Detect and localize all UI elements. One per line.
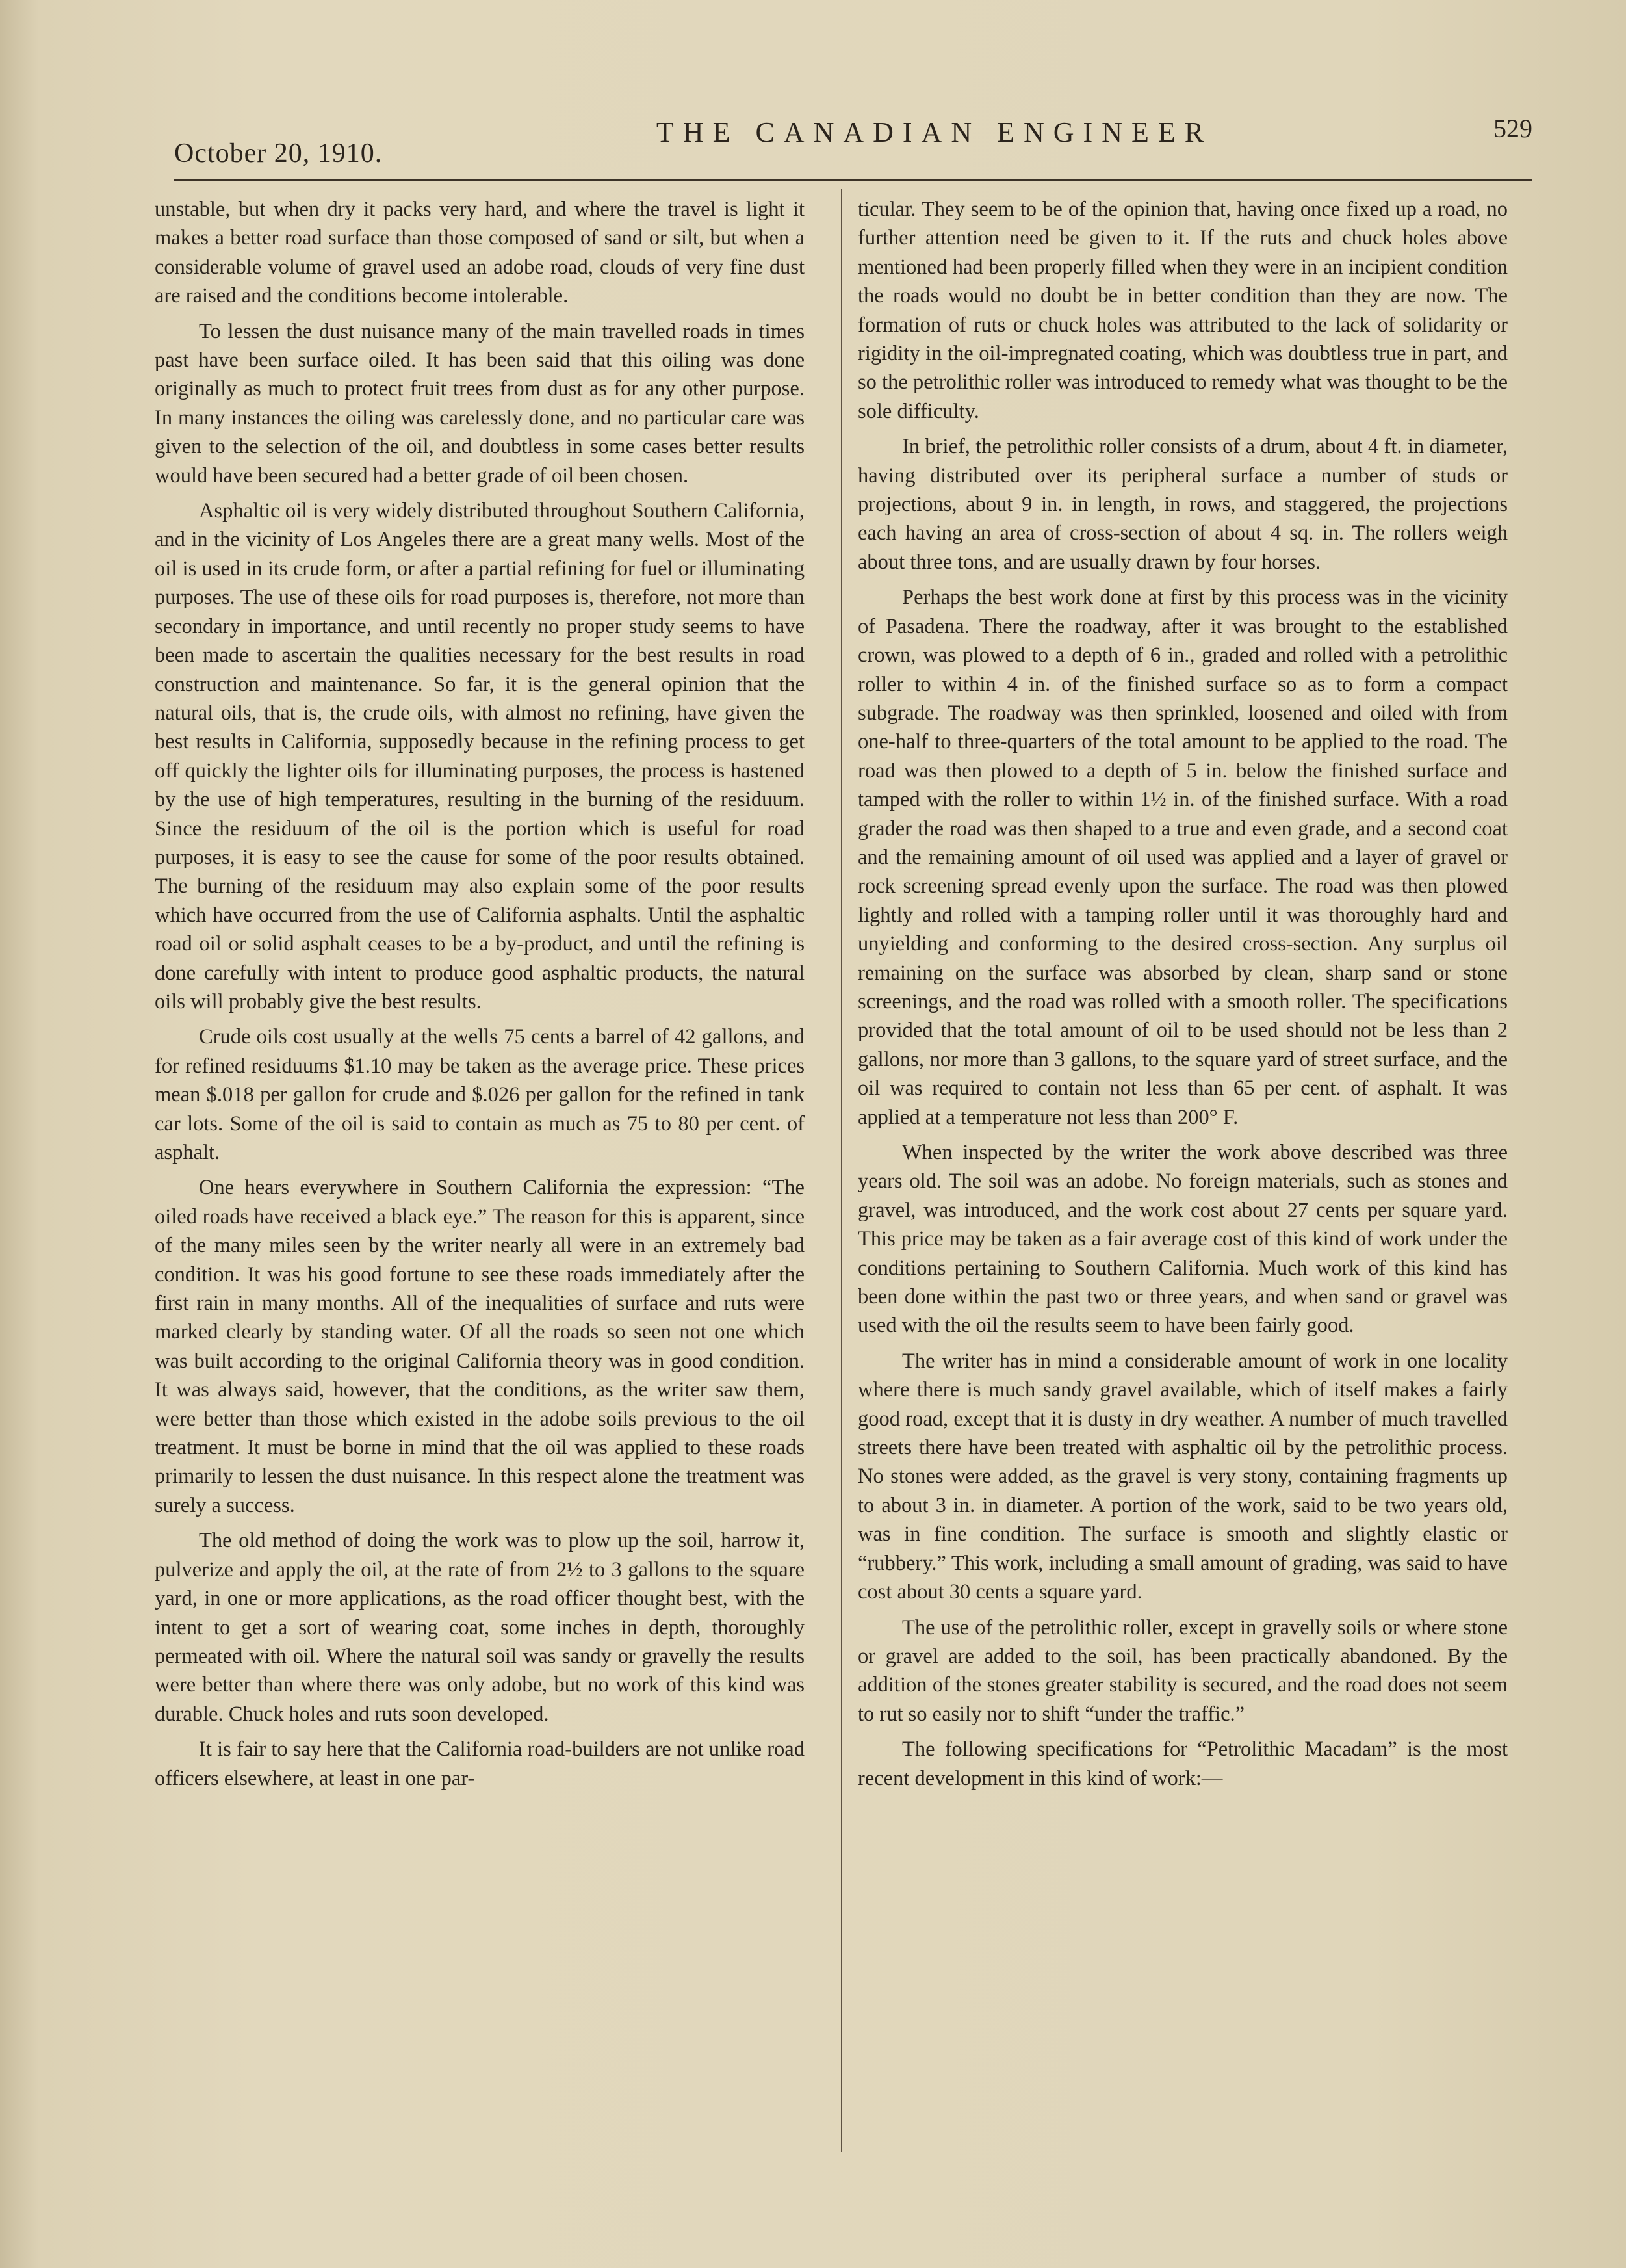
issue-date: October 20, 1910. — [174, 138, 383, 168]
paragraph: Asphaltic oil is very widely distributed throughout Southern California, and in the vicinity of Los Angeles there are a great many wells. Most of the oil is used in its crude form, or after a partial refining for fuel or illuminating purposes. The use of these oils for road purposes is, therefore, not more than secondary in importance, and until recently no proper study seems to have been made to ascertain the qualities necessary for the best results in road construction and maintenance. So far, it is the general opinion that the natural oils, that is, the crude oils, with almost no refining, have given the best results in California, supposedly because in the refining process to get off quickly the lighter oils for illuminating purposes, the process is hastened by the use of high temperatures, resulting in the burning of the residuum. Since the residuum of the oil is the portion which is useful for road purposes, it is easy to see the cause for some of the poor results obtained. The burning of the residuum may also explain some of the poor results which have occurred from the use of California asphalts. Until the asphaltic road oil or solid asphalt ceases to be a by-product, and until the refining is done carefully with intent to produce good asphaltic products, the natural oils will probably give the best results. — [155, 499, 805, 1013]
paragraph: The writer has in mind a considerable amount of work in one locality where there is much sandy gravel available, which of itself makes a fairly good road, except that it is dusty in dry weather. A number of much travelled streets there have been treated with asphaltic oil by the petrolithic process. No stones were added, as the gravel is very stony, containing fragments up to about 3 in. in diameter. A portion of the work, said to be two years old, was in fine condition. The surface is smooth and slightly elastic or “rubbery.” This work, including a small amount of grading, was said to have cost about 30 cents a square yard. — [858, 1349, 1508, 1604]
column-divider — [841, 189, 842, 2152]
paragraph: The following specifications for “Petrolithic Macadam” is the most recent development in this kind of work:— — [858, 1738, 1508, 1790]
paragraph: ticular. They seem to be of the opinion that, having once fixed up a road, no further attention need be given to it. If the ruts and chuck holes above mentioned had been properly filled when they were in an incipient condition the roads would no doubt be in better condition than they are now. The formation of ruts or chuck holes was attributed to the lack of solidarity or rigidity in the oil-impregnated coating, which was doubtless true in part, and so the petrolithic roller was introduced to remedy what was thought to be the sole difficulty. — [858, 198, 1508, 423]
page-header — [174, 98, 1532, 176]
paragraph: In brief, the petrolithic roller consists of a drum, about 4 ft. in diameter, having distributed over its peripheral surface a number of studs or projections, about 9 in. in length, in rows, and staggered, the projections each having an area of cross-section of about 4 sq. in. The rollers weigh about three tons, and are usually drawn by four horses. — [858, 435, 1508, 574]
paragraph: unstable, but when dry it packs very hard, and where the travel is light it makes a better road surface than those composed of sand or silt, but when a considerable volume of gravel used an adobe road, clouds of very fine dust are raised and the conditions become intolerable. — [155, 198, 805, 308]
left-column — [155, 195, 805, 1799]
paragraph: One hears everywhere in Southern California the expression: “The oiled roads have received a black eye.” The reason for this is apparent, since of the many miles seen by the writer nearly all were in an extremely bad condition. It was his good fortune to see these roads immediately after the first rain in many months. All of the inequalities of surface and ruts were marked clearly by standing water. Of all the roads so seen not one which was built according to the original California theory was in good condition. It was always said, however, that the conditions, as the writer saw them, were better than those which existed in the adobe soils previous to the oil treatment. It must be borne in mind that the oil was applied to these roads primarily to lessen the dust nuisance. In this respect alone the treatment was surely a success. — [155, 1176, 805, 1517]
paragraph: Perhaps the best work done at first by this process was in the vicinity of Pasadena. There the roadway, after it was brought to the established crown, was plowed to a depth of 6 in., graded and rolled with a petrolithic roller to within 4 in. of the finished surface so as to form a compact subgrade. The roadway was then sprinkled, loosened and oiled with from one-half to three-quarters of the total amount to be applied to the road. The road was then plowed to a depth of 5 in. below the finished surface and tamped with the roller to within 1½ in. of the finished surface. With a road grader the road was then shaped to a true and even grade, and a second coat and the remaining amount of oil used was applied and a layer of gravel or rock screening spread evenly upon the surface. The road was then plowed lightly and rolled with a tamping roller until it was thoroughly hard and unyielding and conforming to the desired cross-section. Any surplus oil remaining on the surface was absorbed by clean, sharp sand or stone screenings, and the road was rolled with a smooth roller. The specifications provided that the total amount of oil to be used should not be less than 2 gallons, nor more than 3 gallons, to the square yard of street surface, and the oil was required to contain not less than 65 per cent. of asphalt. It was applied at a temperature not less than 200° F. — [858, 586, 1508, 1129]
page-number: 529 — [1493, 114, 1532, 143]
paragraph: The use of the petrolithic roller, except in gravelly soils or where stone or gravel are added to the soil, has been practically abandoned. By the addition of the stones greater stability is secured, and the road does not seem to rut so easily nor to shift “under the traffic.” — [858, 1615, 1508, 1726]
paragraph: The old method of doing the work was to plow up the soil, harrow it, pulverize and apply the oil, at the rate of from 2½ to 3 gallons to the square yard, in one or more applications, as the road officer thought best, with the intent to get a sort of wearing coat, some inches in depth, thoroughly permeated with oil. Where the natural soil was sandy or gravelly the results were better than where there was only adobe, but no work of this kind was durable. Chuck holes and ruts soon developed. — [155, 1529, 805, 1726]
paragraph: It is fair to say here that the California road-builders are not unlike road officers elsewhere, at least in one par- — [155, 1738, 805, 1790]
right-column — [858, 195, 1508, 1799]
paragraph: To lessen the dust nuisance many of the main travelled roads in times past have been surface oiled. It has been said that this oiling was done originally as much to protect fruit trees from dust as for any other purpose. In many instances the oiling was carelessly done, and no particular care was given to the selection of the oil, and doubtless in some cases better results would have been secured had a better grade of oil been chosen. — [155, 319, 805, 488]
journal-title: THE CANADIAN ENGINEER — [656, 116, 1213, 148]
paragraph: When inspected by the writer the work above described was three years old. The soil was an adobe. No foreign materials, such as stones and gravel, was introduced, and the work cost about 27 cents per square yard. This price may be taken as a fair average cost of this kind of work under the conditions pertaining to Southern California. Much work of this kind has been done within the past two or three years, and when sand or gravel was used with the oil the results seem to have been fairly good. — [858, 1141, 1508, 1338]
paragraph: Crude oils cost usually at the wells 75 cents a barrel of 42 gallons, and for refined residuums $1.10 may be taken as the average price. These prices mean $.018 per gallon for crude and $.026 per gallon for the refined in tank car lots. Some of the oil is said to contain as much as 75 to 80 per cent. of asphalt. — [155, 1025, 805, 1164]
header-rule — [174, 179, 1532, 181]
